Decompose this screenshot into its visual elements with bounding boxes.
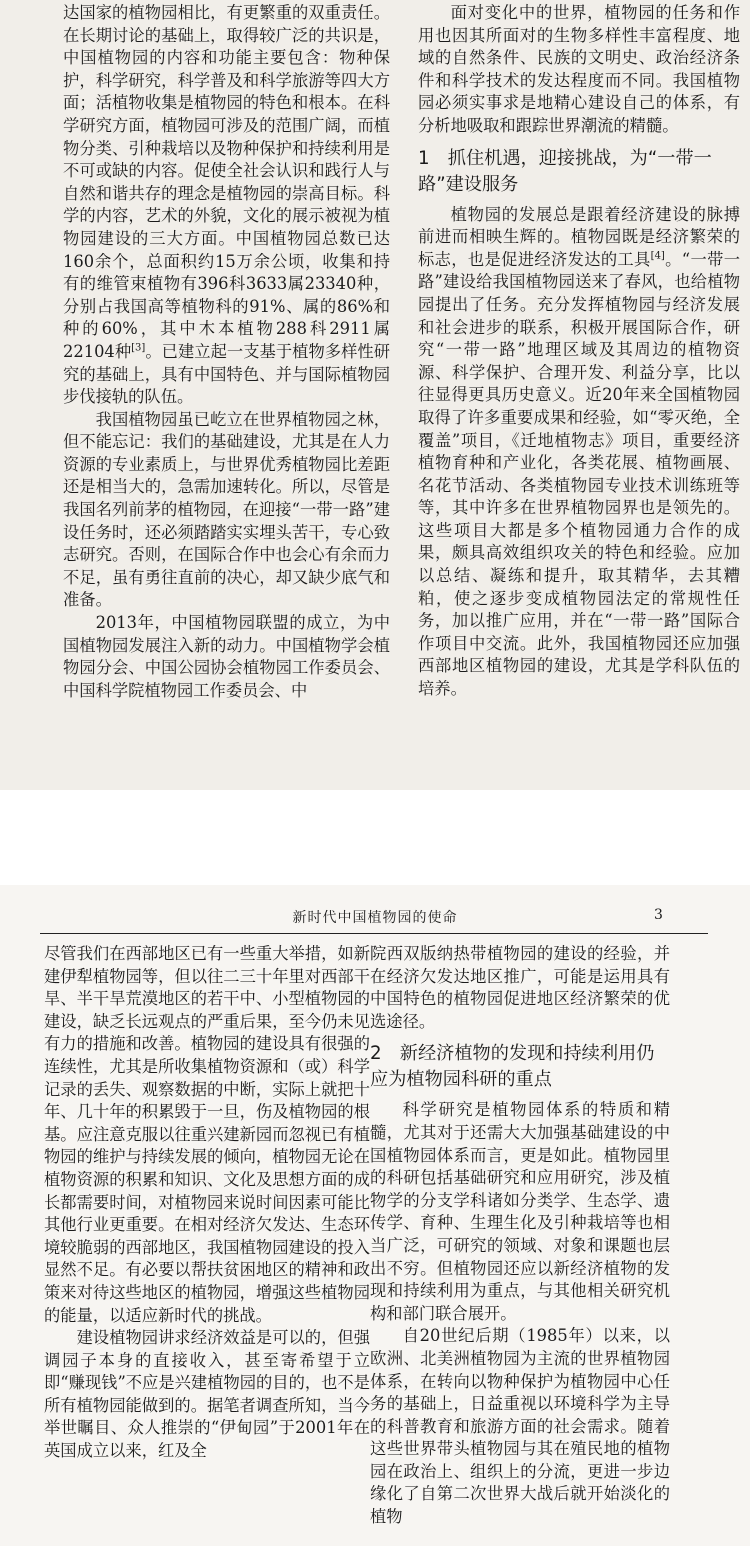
page-number: 3 [654, 907, 663, 923]
upper-left-column [63, 2, 390, 702]
running-title: 新时代中国植物园的使命 [292, 910, 458, 926]
upper-right-column [418, 2, 740, 701]
section-heading-1: 1 抓住机遇，迎接挑战，为“一带一路”建设服务 [418, 147, 712, 195]
paragraph: 科学研究是植物园体系的特质和精髓，尤其对于还需大大加强基础建设的中国植物园体系而言，更是如此。植物园里的科研包括基础研究和应用研究，涉及植物学的分支学科诸如分类学、生态学、遗传学、育种、生理生化及引种栽培等也相当广泛，可研究的领域、对象和课题也层出不穷。但植物园还应以新经济植物的发现和持续利用为重点，与其他相关研究机构和部门联合展开。 [370, 1100, 670, 1323]
paragraph: 2013年，中国植物园联盟的成立，为中国植物园发展注入新的动力。中国植物学会植物园分会、中国公园协会植物园工作委员会、中国科学院植物园工作委员会、中 [63, 613, 390, 700]
running-header [0, 893, 750, 926]
paragraph: 尽管我们在西部地区已有一些重大举措，如新建伊犁植物园等，但以往二三十年里对西部干旱、半干旱荒漠地区的若干中、小型植物园的建设，缺乏长远观点的严重后果，至今仍未见有力的措施和改善。植物园的建设具有很强的连续性，尤其是所收集植物资源和（或）科学记录的丢失、观察数据的中断，实际上就把十年、几十年的积累毁于一旦，伤及植物园的根基。应注意克服以往重兴建新园而忽视已有植物园的维护与持续发展的倾向，植物园无论在植物资源的积累和知识、文化及思想方面的成长都需要时间，对植物园来说时间因素可能比其他行业更重要。在相对经济欠发达、生态环境较脆弱的西部地区，我国植物园建设的投入显然不足。有必要以帮扶贫困地区的精神和政策来对待这些地区的植物园，增强这些植物园的能量，以适应新时代的挑战。 [44, 944, 370, 1325]
paragraph: 植物园的发展总是跟着经济建设的脉搏前进而相映生辉的。植物园既是经济繁荣的标志，也是促进经济发达的工具[4]。“一带一路”建设给我国植物园送来了春风，也给植物园提出了任务。充分发挥植物园与经济发展和社会进步的联系，积极开展国际合作，研究“一带一路”地理区域及其周边的植物资源、科学保护、合理开发、利益分享，比以往显得更具历史意义。近20年来全国植物园取得了许多重要成果和经验，如“零灭绝，全覆盖”项目，《迁地植物志》项目，重要经济植物育种和产业化，各类花展、植物画展、名花节活动、各类植物园专业技术训练班等等，其中许多在世界植物园界也是领先的。这些项目大都是多个植物园通力合作的成果，颇具高效组织攻关的特色和经验。应加以总结、凝练和提升，取其精华，去其糟粕，使之逐步变成植物园法定的常规性任务，加以推广应用，并在“一带一路”国际合作项目中交流。此外，我国植物园还应加强西部地区植物园的建设，尤其是学科队伍的培养。 [418, 204, 740, 699]
paragraph: 我国植物园虽已屹立在世界植物园之林，但不能忘记：我们的基础建设，尤其是在人力资源的专业素质上，与世界优秀植物园比差距还是相当大的，急需加速转化。所以，尽管是我国名列前茅的植物园，在迎接“一带一路”建设任务时，还必须踏踏实实埋头苦干，专心致志研究。否则，在国际合作中也会心有余而力不足，虽有勇往直前的决心，却又缺少底气和准备。 [63, 409, 390, 610]
paragraph: 建设植物园讲求经济效益是可以的，但强调园子本身的直接收入，甚至寄希望于立即“赚现钱”不应是兴建植物园的目的，也不是所有植物园能做到的。据笔者调查所知，当今举世瞩目、众人推崇的“伊甸园”于2001年在英国成立以来，红及全 [44, 1328, 370, 1461]
lower-left-column [44, 943, 370, 1463]
paragraph: 面对变化中的世界，植物园的任务和作用也因其所面对的生物多样性丰富程度、地域的自然条件、民族的文明史、政治经济条件和科学技术的发达程度而不同。我国植物园必须实事求是地精心建设自己的体系，有分析地吸取和跟踪世界潮流的精髓。 [418, 3, 740, 135]
paragraph: 达国家的植物园相比，有更繁重的双重责任。在长期讨论的基础上，取得较广泛的共识是，中国植物园的内容和功能主要包含：物种保护，科学研究，科学普及和科学旅游等四大方面；活植物收集是植物园的特色和根本。在科学研究方面，植物园可涉及的范围广阔，而植物分类、引种栽培以及物种保护和持续利用是不可或缺的内容。促使全社会认识和践行人与自然和谐共存的理念是植物园的崇高目标。科学的内容，艺术的外貌，文化的展示被视为植物园建设的三大方面。中国植物园总数已达160余个，总面积约15万余公顷，收集和持有的维管束植物有396科3633属23340种，分别占我国高等植物科的91%、属的86%和种的60%，其中木本植物288科2911属22104种[3]。已建立起一支基于植物多样性研究的基础上，具有中国特色、并与国际植物园步伐接轨的队伍。 [63, 3, 390, 407]
page-gap [0, 790, 750, 885]
paragraph: 院西双版纳热带植物园的建设的经验，并在经济欠发达地区推广，可能是运用具有中国特色的植物园促进地区经济繁荣的优选途径。 [370, 944, 670, 1031]
lower-right-column [370, 943, 670, 1529]
citation: [4] [650, 250, 665, 262]
citation: [3] [131, 342, 146, 354]
header-rule [40, 933, 708, 934]
section-heading-2: 2 新经济植物的发现和持续利用仍应为植物园科研的重点 [370, 1043, 655, 1091]
paragraph: 自20世纪后期（1985年）以来，以欧洲、北美洲植物园为主流的世界植物园体系，在转向以物种保护为植物园中心任务的基础上，日益重视以环境科学为主导的科普教育和旅游方面的社会需求。随着这些世界带头植物园与其在殖民地的植物园在政治上、组织上的分流，更进一步边缘化了自第二次世界大战后就开始淡化的植物 [370, 1326, 670, 1527]
lower-page [0, 885, 750, 1546]
